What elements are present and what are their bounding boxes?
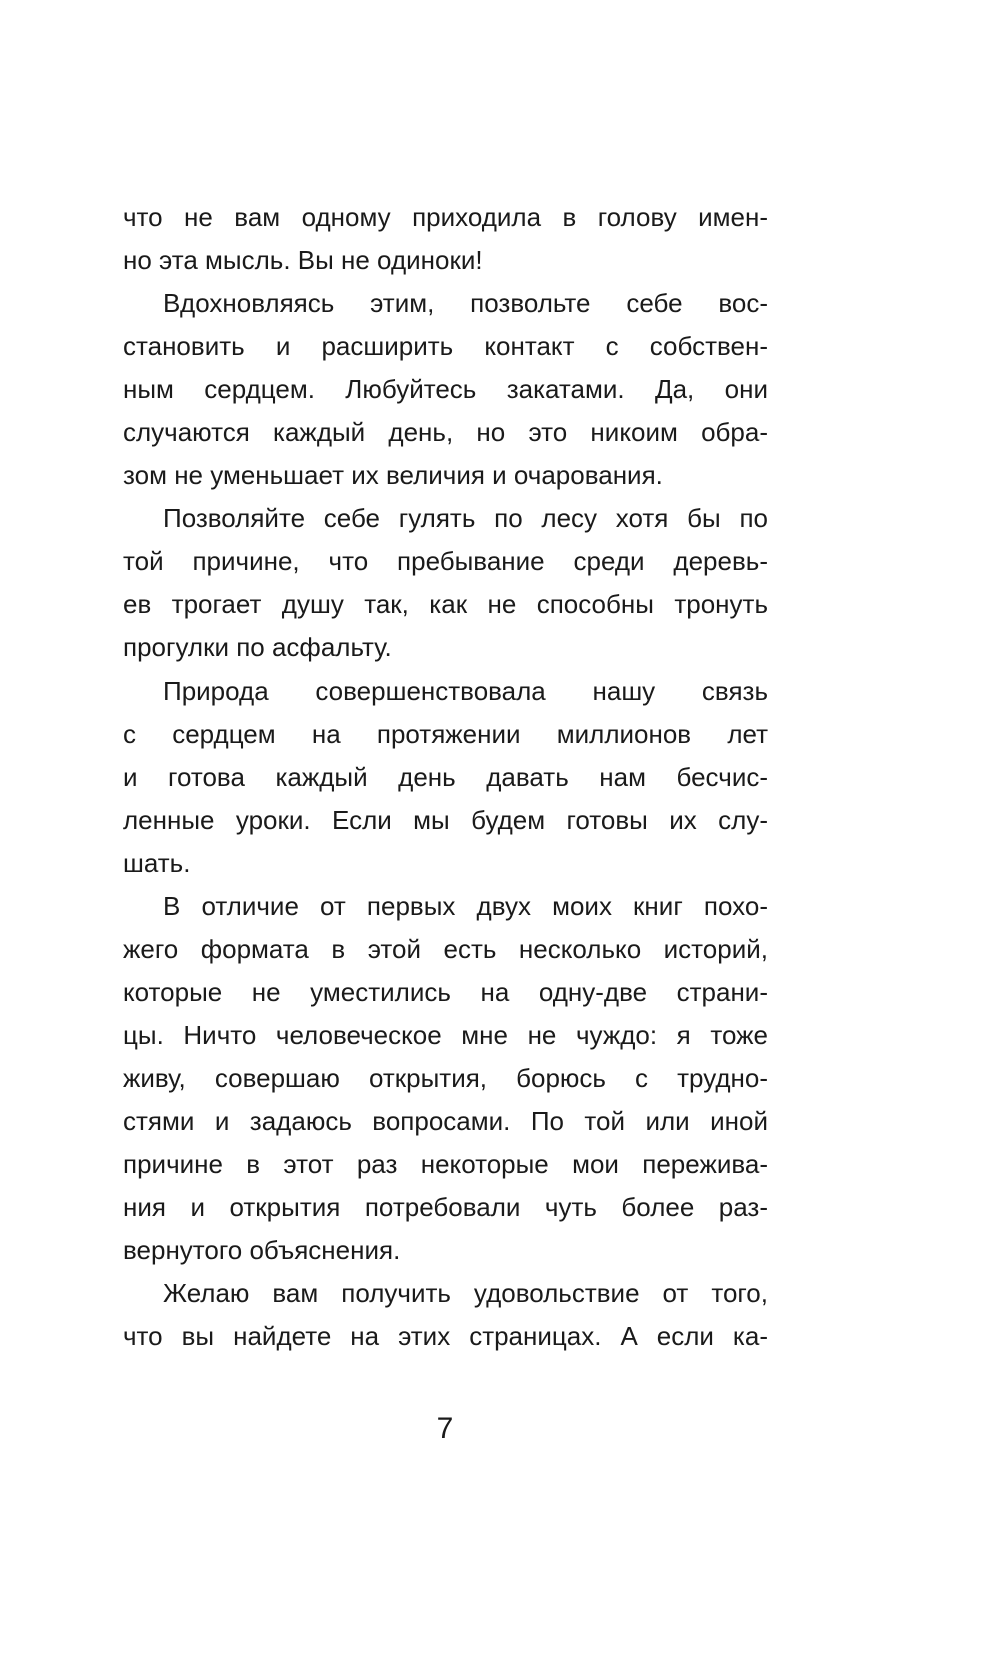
- paragraph: [123, 670, 768, 885]
- text-line: и готова каждый день давать нам бесчис-: [123, 761, 768, 792]
- text-line: случаются каждый день, но это никоим обра-: [123, 417, 768, 448]
- text-line: зом не уменьшает их величия и очарования.: [123, 460, 663, 491]
- paragraph: [123, 885, 768, 1272]
- text-line: причине в этот раз некоторые мои пережива-: [123, 1149, 768, 1180]
- paragraph: [123, 196, 768, 282]
- text-line: которые не уместились на одну-две страни-: [123, 976, 768, 1007]
- text-line: В отличие от первых двух моих книг похо-: [163, 890, 768, 921]
- text-line: что не вам одному приходила в голову имен-: [123, 202, 768, 232]
- text-line: прогулки по асфальту.: [123, 632, 392, 663]
- text-line: становить и расширить контакт с собствен-: [123, 331, 768, 362]
- text-line: Вдохновляясь этим, позвольте себе вос-: [163, 288, 768, 319]
- text-line: Желаю вам получить удовольствие от того,: [163, 1278, 768, 1309]
- paragraph: [123, 282, 768, 497]
- body-text: [123, 196, 768, 1358]
- text-line: стями и задаюсь вопросами. По той или иной: [123, 1105, 768, 1136]
- text-line: но эта мысль. Вы не одиноки!: [123, 245, 483, 276]
- text-line: Природа совершенствовала нашу связь: [163, 675, 768, 706]
- paragraph: [123, 1272, 768, 1358]
- text-line: той причине, что пребывание среди деревь-: [123, 546, 768, 577]
- text-line: ленные уроки. Если мы будем готовы их слу-: [123, 804, 768, 835]
- text-line: шать.: [123, 847, 191, 878]
- text-line: ев трогает душу так, как не способны тронуть: [123, 589, 768, 620]
- page-number: 7: [436, 1412, 454, 1445]
- text-line: Позволяйте себе гулять по лесу хотя бы по: [163, 503, 768, 534]
- paragraph: [123, 497, 768, 669]
- text-line: что вы найдете на этих страницах. А если ка-: [123, 1321, 768, 1352]
- text-line: живу, совершаю открытия, борюсь с трудно-: [123, 1062, 768, 1093]
- text-line: с сердцем на протяжении миллионов лет: [123, 718, 768, 749]
- text-line: вернутого объяснения.: [123, 1235, 401, 1266]
- text-line: жего формата в этой есть несколько историй,: [123, 933, 768, 964]
- text-line: цы. Ничто человеческое мне не чуждо: я тоже: [123, 1019, 768, 1050]
- text-line: ния и открытия потребовали чуть более раз-: [123, 1192, 768, 1223]
- text-line: ным сердцем. Любуйтесь закатами. Да, они: [123, 374, 768, 405]
